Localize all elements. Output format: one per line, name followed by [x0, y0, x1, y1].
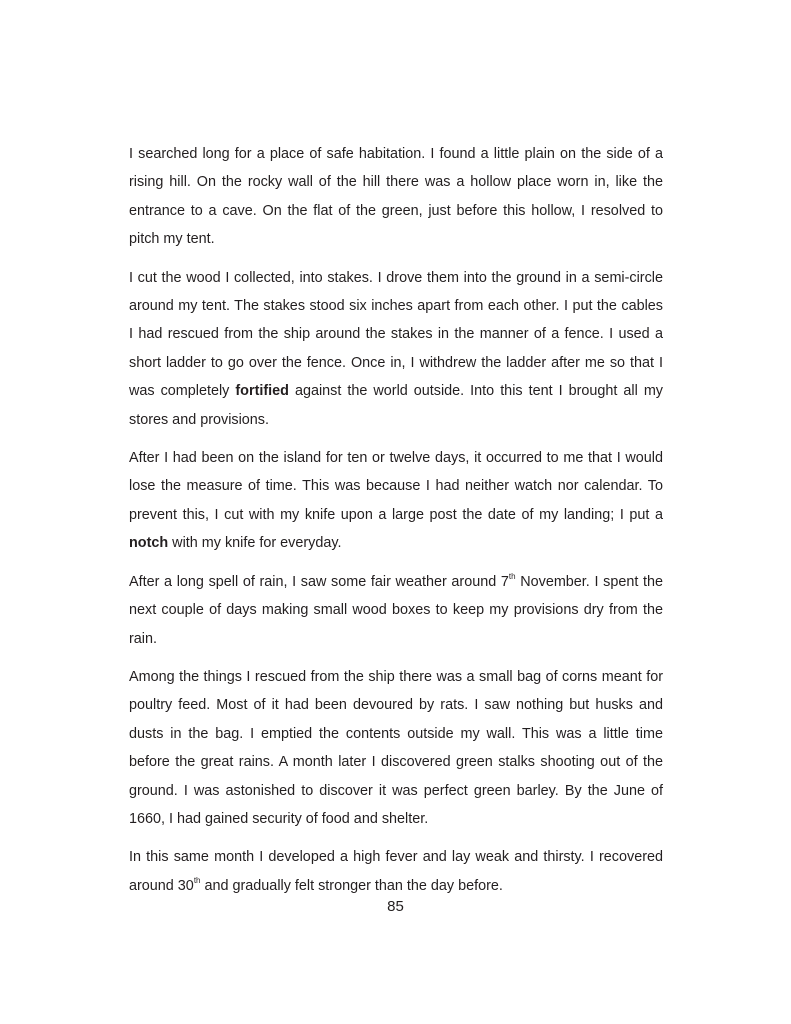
paragraph-text: against the world outside. Into this tent I brought all my stores and provisions.: [129, 383, 663, 428]
paragraph-6: [129, 843, 663, 900]
paragraph-text: I cut the wood I collected, into stakes. I drove them into the ground in a semi-circle around my tent. The stakes stood six inches apart from each other. I put the cables I had rescued from the ship around the stakes in the manner of a fence. I used a short ladder to go over the fence. Once in, I withdrew the ladder after me so that I was completely: [129, 269, 663, 400]
paragraph-text: After a long spell of rain, I saw some fair weather around 7: [129, 573, 509, 590]
bold-term-fortified: fortified: [235, 383, 289, 400]
page-body: [129, 140, 663, 910]
paragraph-4: [129, 568, 663, 653]
paragraph-text: After I had been on the island for ten or twelve days, it occurred to me that I would lose the measure of time. This was because I had neither watch nor calendar. To prevent this, I cut with my knife upon a large post the date of my landing; I put a: [129, 450, 663, 523]
bold-term-notch: notch: [129, 535, 169, 552]
paragraph-1: [129, 140, 663, 254]
page-number: 85: [387, 898, 404, 915]
paragraph-text: Among the things I rescued from the ship there was a small bag of corns meant for poultry feed. Most of it had been devoured by rats. I saw nothing but husks and dusts in the bag. I emptied the contents outside my wall. This was a little time before the great rains. A month later I discovered green stalks shooting out of the ground. I was astonished to discover it was perfect green barley. By the June of 1660, I had gained security of food and shelter.: [129, 668, 663, 827]
paragraph-2: [129, 264, 663, 434]
ordinal-suffix: th: [508, 571, 516, 581]
paragraph-text: and gradually felt stronger than the day before.: [200, 877, 503, 894]
paragraph-5: [129, 663, 663, 833]
paragraph-text: In this same month I developed a high fever and lay weak and thirsty. I recovered around 30: [129, 849, 663, 894]
paragraph-3: [129, 444, 663, 558]
paragraph-text: I searched long for a place of safe habitation. I found a little plain on the side of a rising hill. On the rocky wall of the hill there was a hollow place worn in, like the entrance to a cave. On the flat of the green, just before this hollow, I resolved to pitch my tent.: [129, 146, 663, 248]
paragraph-text: with my knife for everyday.: [168, 535, 342, 552]
paragraph-text: November. I spent the next couple of days making small wood boxes to keep my provisions dry from the rain.: [129, 573, 663, 647]
ordinal-suffix: th: [193, 875, 201, 885]
